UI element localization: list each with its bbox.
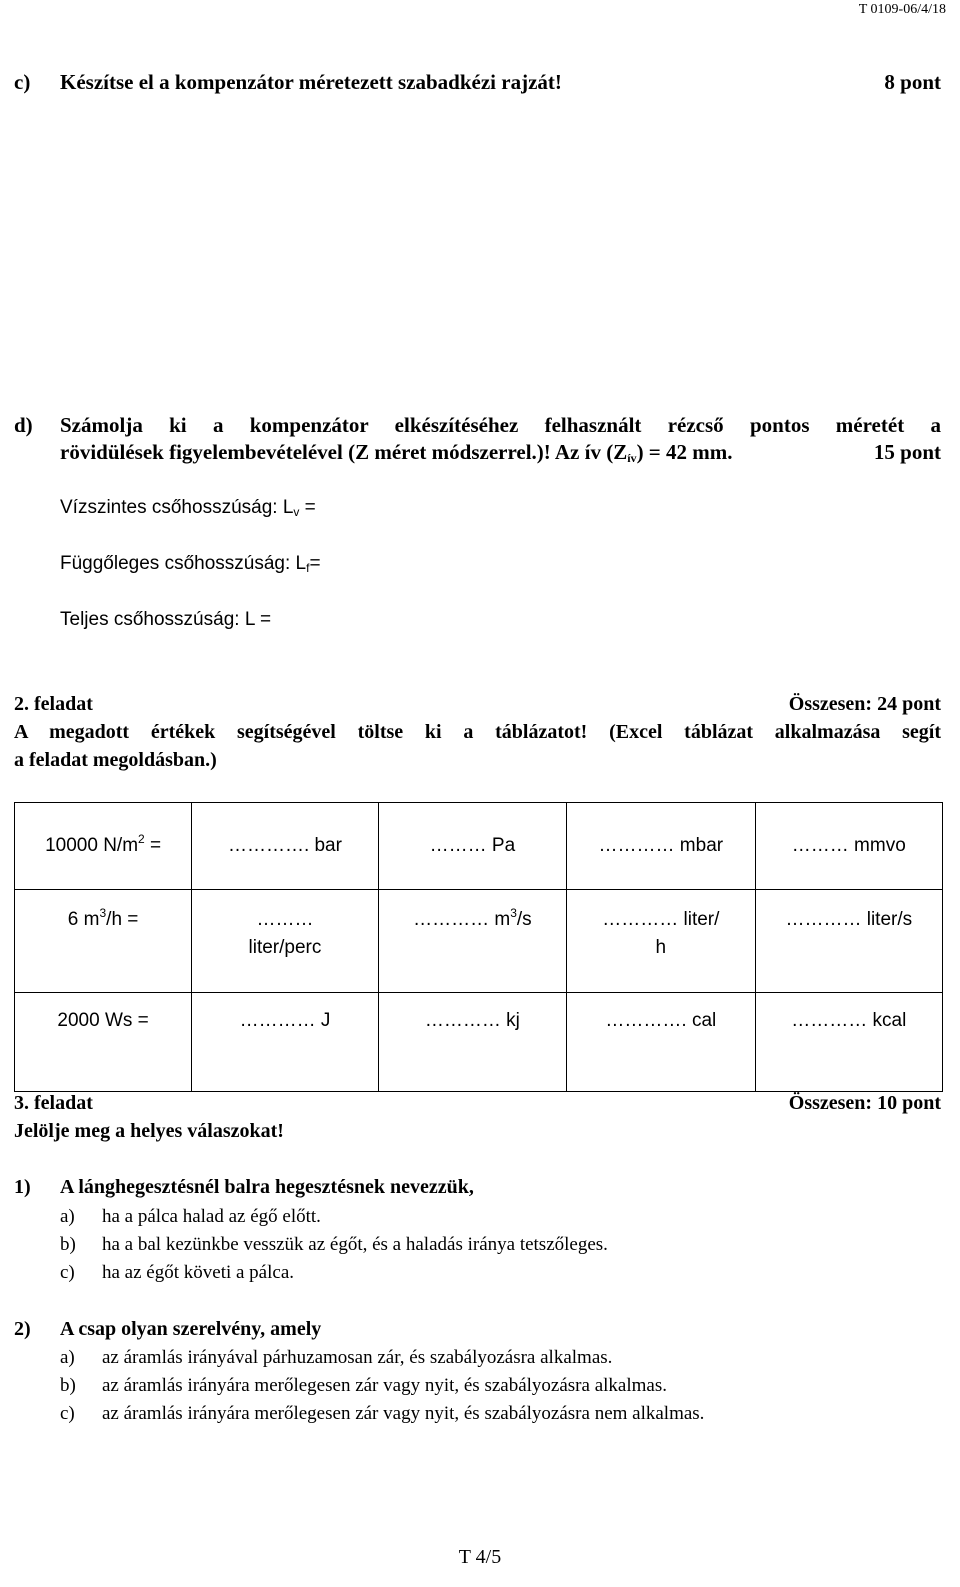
task-3-instruction: Jelölje meg a helyes válaszokat! <box>14 1120 284 1142</box>
table-cell: 2000 Ws = <box>15 993 192 1092</box>
option-label: a) <box>60 1347 75 1368</box>
task-2-total: Összesen: 24 pont <box>788 693 941 715</box>
question-label: 2) <box>14 1318 31 1340</box>
option-label: c) <box>60 1262 75 1283</box>
task-1c-label: c) <box>14 70 31 94</box>
task-1d-sub: ív <box>627 451 637 465</box>
task-2-header <box>14 693 941 716</box>
task-1d-label: d) <box>14 413 33 437</box>
task-2-instruction-line2: a feladat megoldásban.) <box>14 749 217 771</box>
answer-option[interactable] <box>60 1403 704 1425</box>
task-1c-text: Készítse el a kompenzátor méretezett szabadkézi rajzát! <box>60 70 562 94</box>
field-vertical-suffix: = <box>309 553 321 574</box>
field-horizontal-length <box>60 497 316 519</box>
cell-text: 6 m <box>67 909 100 930</box>
cell-text: /s <box>516 909 532 930</box>
question-label: 1) <box>14 1176 31 1198</box>
task-3-title: 3. feladat <box>14 1092 93 1114</box>
task-3-header <box>14 1092 941 1115</box>
answer-option[interactable] <box>60 1234 608 1256</box>
answer-option[interactable] <box>60 1206 321 1228</box>
cell-text: ………… m <box>413 909 511 930</box>
option-text: ha a pálca halad az égő előtt. <box>102 1206 321 1227</box>
cell-text: /h = <box>106 909 139 930</box>
field-total-length: Teljes csőhosszúság: L = <box>60 609 272 630</box>
task-1d-text-line2a: rövidülések figyelembevételével (Z méret módszerrel.)! Az ív (Z <box>60 440 628 464</box>
question-1 <box>14 1176 474 1199</box>
page-number: T 4/5 <box>458 1546 502 1568</box>
field-vertical-label: Függőleges csőhosszúság: L <box>60 553 307 574</box>
field-horizontal-suffix: = <box>299 497 316 518</box>
field-vertical-sub: f <box>306 561 310 575</box>
task-1c-points: 8 pont <box>884 70 941 94</box>
cell-sup: 2 <box>138 832 145 846</box>
table-cell <box>15 803 192 890</box>
table-cell: ………… mbar <box>567 803 755 890</box>
document-code: T 0109-06/4/18 <box>858 2 946 17</box>
table-cell: ……… mmvo <box>755 803 942 890</box>
cell-text: ………… liter/ <box>602 909 720 930</box>
task-1d-line1 <box>14 413 941 438</box>
option-label: b) <box>60 1234 76 1255</box>
option-text: az áramlás irányára merőlegesen zár vagy nyit, és szabályozásra nem alkalmas. <box>102 1403 705 1424</box>
task-1c <box>14 70 941 95</box>
answer-option[interactable] <box>60 1375 667 1397</box>
table-cell <box>378 890 566 993</box>
option-label: c) <box>60 1403 75 1424</box>
table-cell: ………… J <box>192 993 379 1092</box>
option-text: az áramlás irányával párhuzamosan zár, és szabályozásra alkalmas. <box>102 1347 613 1368</box>
cell-text: = <box>144 835 162 856</box>
table-cell <box>15 890 192 993</box>
answer-option[interactable] <box>60 1347 612 1369</box>
task-1d-line2 <box>14 440 941 465</box>
option-label: b) <box>60 1375 76 1396</box>
table-row <box>15 890 943 993</box>
question-2 <box>14 1318 321 1341</box>
table-cell <box>567 890 755 993</box>
table-row <box>15 993 943 1092</box>
table-cell: ………… kj <box>378 993 566 1092</box>
field-vertical-length <box>60 553 321 575</box>
conversion-table <box>14 802 943 1092</box>
question-text: A csap olyan szerelvény, amely <box>60 1318 322 1340</box>
task-1d-points: 15 pont <box>873 440 941 464</box>
table-row <box>15 803 943 890</box>
table-cell: ……… Pa <box>378 803 566 890</box>
table-cell <box>192 890 379 993</box>
cell-text: liter/perc <box>248 937 322 958</box>
cell-sup: 3 <box>99 906 107 920</box>
question-text: A lánghegesztésnél balra hegesztésnek nevezzük, <box>60 1176 474 1198</box>
option-label: a) <box>60 1206 75 1227</box>
field-horizontal-label: Vízszintes csőhosszúság: L <box>60 497 294 518</box>
cell-text: ……… <box>256 909 314 930</box>
answer-option[interactable] <box>60 1262 294 1284</box>
option-text: ha a bal kezünkbe vesszük az égőt, és a haladás iránya tetszőleges. <box>102 1234 608 1255</box>
task-2-instruction-line1: A megadott értékek segítségével töltse ki a táblázatot! (Excel táblázat alkalmazása segít <box>14 721 941 743</box>
table-cell: …………. bar <box>192 803 379 890</box>
table-cell: ………… liter/s <box>755 890 942 993</box>
cell-text: h <box>655 937 667 958</box>
option-text: ha az égőt követi a pálca. <box>102 1262 295 1283</box>
option-text: az áramlás irányára merőlegesen zár vagy nyit, és szabályozásra alkalmas. <box>102 1375 667 1396</box>
field-horizontal-sub: v <box>293 505 300 519</box>
cell-text: 10000 N/m <box>45 835 139 856</box>
cell-sup: 3 <box>510 906 517 920</box>
table-cell: ………… kcal <box>755 993 942 1092</box>
table-cell: …………. cal <box>567 993 755 1092</box>
task-1d-text-line1: Számolja ki a kompenzátor elkészítéséhez felhasznált rézcső pontos méretét a <box>60 413 941 437</box>
task-2-title: 2. feladat <box>14 693 93 715</box>
task-1d-text-line2b: ) = 42 mm. <box>636 440 733 464</box>
task-3-total: Összesen: 10 pont <box>788 1092 941 1114</box>
